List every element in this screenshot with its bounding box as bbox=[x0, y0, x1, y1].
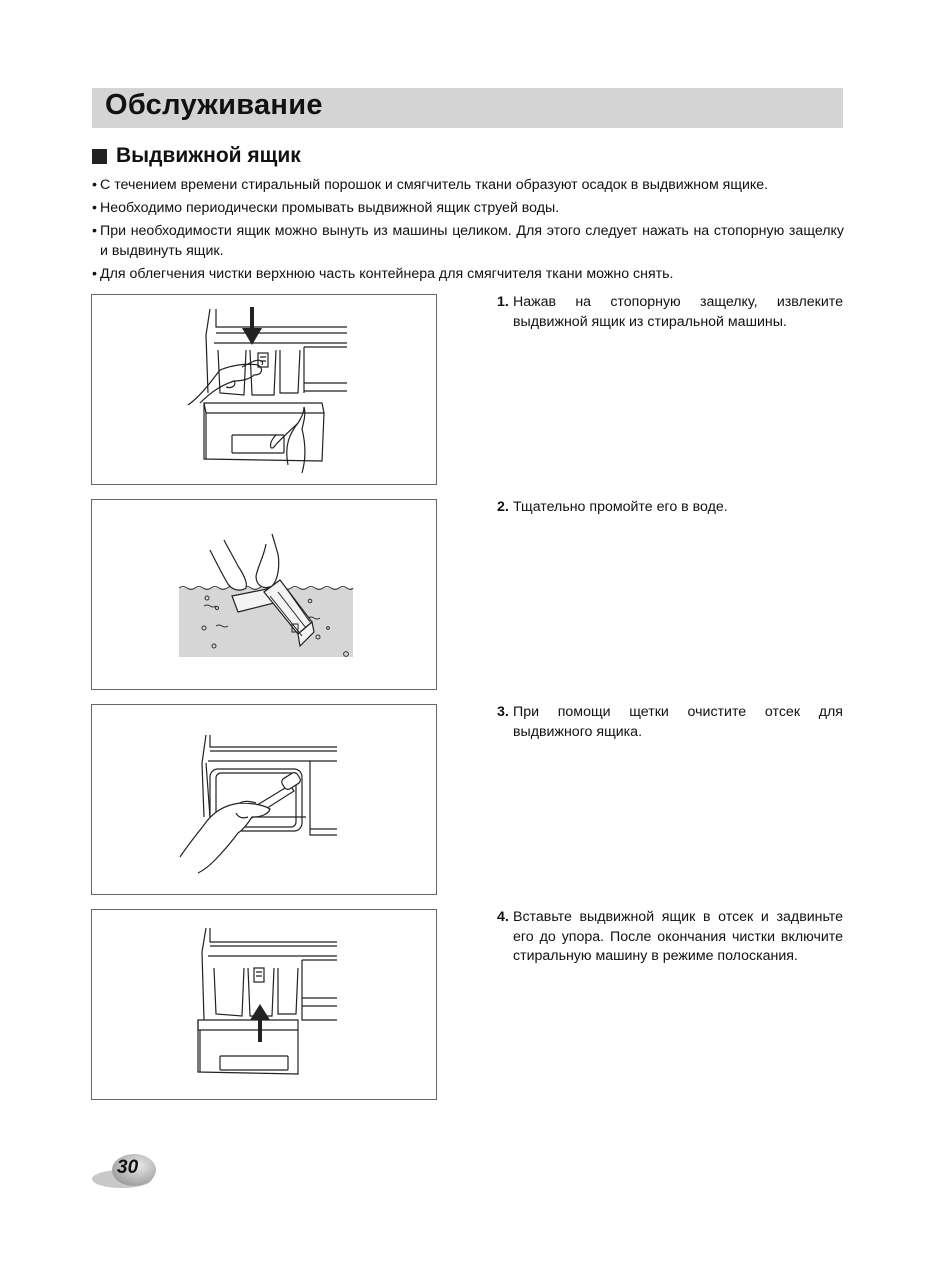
bullet-item bbox=[92, 221, 844, 261]
step-text: При помощи щетки очистите отсек для выдвижного ящика. bbox=[513, 704, 843, 740]
step-4 bbox=[497, 908, 843, 967]
step-number: 4. bbox=[497, 909, 509, 925]
bullet-item bbox=[92, 175, 844, 195]
page-title: Обслуживание bbox=[105, 89, 323, 121]
step-text: Тщательно промойте его в воде. bbox=[513, 499, 728, 515]
bullet-text: При необходимости ящик можно вынуть из машины целиком. Для этого следует нажать на стопорную защелку и выдвинуть ящик. bbox=[100, 223, 844, 259]
step-number: 1. bbox=[497, 294, 509, 310]
step-text: Нажав на стопорную защелку, извлеките выдвижной ящик из стиральной машины. bbox=[513, 294, 843, 330]
bullet-dot-icon: • bbox=[92, 177, 97, 193]
figure-brush-compartment bbox=[91, 704, 437, 895]
bullet-item bbox=[92, 198, 844, 218]
step-text: Вставьте выдвижной ящик в отсек и задвиньте его до упора. После окончания чистки включите стиральную машину в режиме полоскания. bbox=[513, 909, 843, 964]
bullet-dot-icon: • bbox=[92, 266, 97, 282]
square-bullet-icon bbox=[92, 149, 107, 164]
rinse-in-water-illustration bbox=[92, 500, 438, 691]
bullet-list bbox=[92, 175, 844, 287]
page-number: 30 bbox=[117, 1157, 139, 1178]
bullet-text: Необходимо периодически промывать выдвижной ящик струей воды. bbox=[100, 200, 560, 216]
step-number: 2. bbox=[497, 499, 509, 515]
press-latch-illustration bbox=[92, 295, 438, 486]
bullet-dot-icon: • bbox=[92, 223, 97, 239]
step-2 bbox=[497, 498, 843, 518]
section-title: Выдвижной ящик bbox=[116, 144, 301, 167]
bullet-item bbox=[92, 264, 844, 284]
figure-rinse-water bbox=[91, 499, 437, 690]
bullet-dot-icon: • bbox=[92, 200, 97, 216]
figure-press-latch bbox=[91, 294, 437, 485]
brush-compartment-illustration bbox=[92, 705, 438, 896]
insert-drawer-illustration bbox=[92, 910, 438, 1101]
header-bar bbox=[92, 88, 843, 128]
section-heading bbox=[92, 142, 301, 170]
bullet-text: С течением времени стиральный порошок и смягчитель ткани образуют осадок в выдвижном ящике. bbox=[100, 177, 769, 193]
figure-insert-drawer bbox=[91, 909, 437, 1100]
step-number: 3. bbox=[497, 704, 509, 720]
bullet-text: Для облегчения чистки верхнюю часть контейнера для смягчителя ткани можно снять. bbox=[100, 266, 674, 282]
step-1 bbox=[497, 293, 843, 332]
step-3 bbox=[497, 703, 843, 742]
